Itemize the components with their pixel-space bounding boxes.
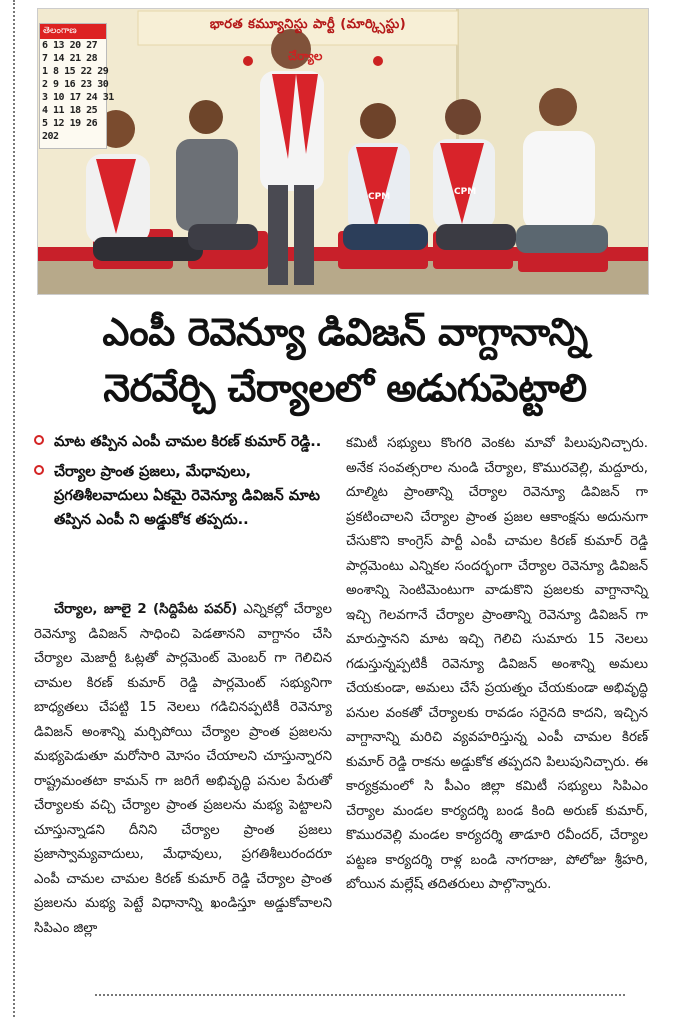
calendar-row: 2 9 16 23 30 [42,79,109,90]
calendar-row: 7 14 21 28 [42,53,98,64]
banner-subtext: చేర్యాల [288,49,323,63]
calendar-row: 3 10 17 24 31 [42,92,114,103]
article-body-right: కమిటీ సభ్యులు కొంగరి వెంకట మావో పిలుపునిచ్చారు. అనేక సంవత్సరాల నుండి చేర్యాల, కొమురవెల్లి, మద్దూరు, దూల్మిట ప్రాంతాన్ని చేర్యాల రెవెన్యూ డివిజన్ గా ప్రకటించాలని చేర్యాల ప్రాంత ప్రజల ఆకాంక్షను అదునుగా చేసుకొని కాంగ్రెస్ పార్టీ ఎంపీ చామల కిరణ్ కుమార్ రెడ్డి పార్లమెంటు ఎన్నికల సందర్భంగా చేర్యాల రెవెన్యూ డివిజన్ అంశాన్ని సెంటిమెంటుగా వాడుకొని ప్రజలకు వాగ్దానాన్ని ఇచ్చి గెలవగానే చేర్యాల ప్రాంతాన్ని రెవెన్యూ డివిజన్ గా మారుస్తానని మాట ఇచ్చి గెలిచి సుమారు 15 నెలలు గడుస్తున్నప్పటికీ రెవెన్యూ డివిజన్ అంశాన్ని అమలు చేయకుండా, అమలు చేసే ప్రయత్నం చేయకుండా అభివృద్ధి పనుల వంకతో చేర్యాలకు రావడం సరైనది కాదని, ఇచ్చిన వాగ్దానాన్ని మరిచి వ్యవహరిస్తున్న ఎంపీ చామల కిరణ్ కుమార్ రెడ్డి రాకను అడ్డుకోక తప్పదని పిలుపునిచ్చారు. ఈ కార్యక్రమంలో సి పీఎం జిల్లా కమిటీ సభ్యులు సిపిఎం చేర్యాల మండల కార్యదర్శి బండ కింది అరుణ్ కుమార్, కొమురవెల్లి మండల కార్యదర్శి తాడూరి రవీందర్, చేర్యాల పట్టణ కార్యదర్శి రాళ్ల బండి నాగరాజు, పోలోజు శ్రీహరి, బోయిన మల్లేష్ తదితరులు పాల్గొన్నారు. [346,436,648,892]
dateline: చేర్యాల, జూలై 2 (సిద్దిపేట పవర్) [54,602,238,617]
article-column-right [346,432,648,898]
bullet-item [32,430,332,454]
article-column-left [34,598,332,941]
photo-illustration [38,9,648,294]
calendar-row: 1 8 15 22 29 [42,66,109,77]
scarf-label: CPM [454,187,477,197]
bullet-list [32,430,332,538]
bottom-dotted-border [95,994,625,996]
circle-bullet-icon [34,435,44,445]
calendar-title: తెలంగాణ [40,24,106,39]
headline-line-1: ఎంపీ రెవెన్యూ డివిజన్ వాగ్దానాన్ని [102,310,588,354]
calendar-row: 4 11 18 25 [42,105,98,116]
news-photo [37,8,649,295]
bullet-item [32,460,332,532]
calendar-row: 6 13 20 27 [42,40,98,51]
headline-line-2: నెరవేర్చి చేర్యాలలో అడుగుపెట్టాలి [103,366,587,410]
calendar-row: 5 12 19 26 [42,118,98,129]
bullet-text: మాట తప్పిన ఎంపీ చామల కిరణ్ కుమార్ రెడ్డి.. [54,434,322,450]
bullet-text: చేర్యాల ప్రాంత ప్రజలు, మేధావులు, ప్రగతిశీలవాదులు ఏకమై రెవెన్యూ డివిజన్ మాట తప్పిన ఎంపీ ని అడ్డుకోక తప్పదు.. [54,464,320,528]
calendar-year: 202 [42,131,59,142]
scarf-label: CPM [368,192,391,202]
wall-calendar [39,23,114,149]
circle-bullet-icon [34,465,44,475]
banner-text: భారత కమ్యూనిస్టు పార్టీ (మార్క్సిస్టు) [209,17,407,32]
article-body-left: ఎన్నికల్లో చేర్యాల రెవెన్యూ డివిజన్ సాధించి పెడతానని వాగ్దానం చేసి చేర్యాల మెజార్టీ ఓట్లతో పార్లమెంట్ మెంబర్ గా గెలిచిన చామల కిరణ్ కుమార్ రెడ్డి పార్లమెంట్ సభ్యునిగా బాధ్యతలు చేపట్టి 15 నెలలు గడిచినప్పటికీ రెవెన్యూ డివిజన్ అంశాన్ని మర్చిపోయి చేర్యాల ప్రాంత ప్రజలను మభ్యపెడుతూ మరోసారి మోసం చేయాలని చూస్తున్నారని రాష్ట్రమంతటా కామన్ గా జరిగే అభివృద్ధి పనుల పేరుతో చేర్యాలకు వచ్చి చేర్యాల ప్రాంత ప్రజలను మభ్య పెట్టాలని చూస్తున్నాడని దీనిని చేర్యాల ప్రాంత ప్రజలు ప్రజాస్వామ్యవాదులు, మేధావులు, ప్రగతిశీలురందరూ ఎంపీ చామల చామల కిరణ్ కుమార్ రెడ్డి చేర్యాల ప్రాంత ప్రజలను మభ్య పెట్టే విధానాన్ని ఖండిస్తూ అడ్డుకోవాలని సిపిఎం జిల్లా [34,602,332,936]
left-dotted-border [13,0,15,1017]
